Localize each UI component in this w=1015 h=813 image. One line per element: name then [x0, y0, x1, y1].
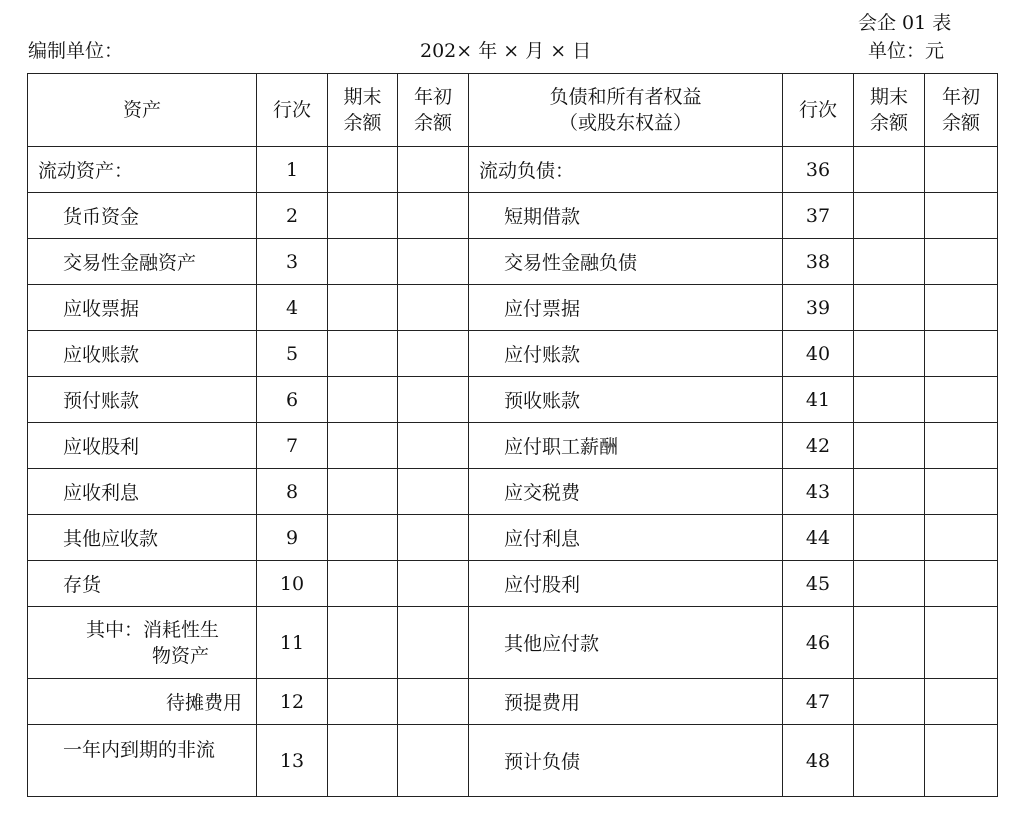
asset-sublabel-line2: 物资产 [152, 644, 210, 667]
liability-begin-balance-cell[interactable] [925, 377, 998, 423]
liability-row-no: 46 [783, 607, 854, 679]
col-header-liabilities-line2: （或股东权益） [558, 112, 692, 134]
liability-row-no: 41 [783, 377, 854, 423]
col-header-begin-balance-line2: 余额 [413, 112, 452, 134]
asset-end-balance-cell[interactable] [328, 147, 398, 193]
asset-end-balance-cell[interactable] [328, 285, 398, 331]
col-header-end-balance-line2: 余额 [343, 112, 382, 134]
asset-begin-balance-cell[interactable] [398, 331, 469, 377]
liability-begin-balance-cell[interactable] [925, 423, 998, 469]
asset-label: 存货 [28, 561, 257, 607]
header-row [28, 74, 998, 147]
col-header-begin-balance-2-line2: 余额 [941, 112, 980, 134]
balance-sheet-table [27, 73, 998, 797]
compiling-unit-label: 编制单位： [28, 40, 124, 62]
liability-begin-balance-cell[interactable] [925, 285, 998, 331]
table-row [28, 679, 998, 725]
asset-row-no: 4 [257, 285, 328, 331]
table-row [28, 423, 998, 469]
col-header-end-balance-2-line1: 期末 [869, 86, 908, 108]
asset-end-balance-cell[interactable] [328, 725, 398, 797]
col-header-end-balance-2-line2: 余额 [869, 112, 908, 134]
asset-begin-balance-cell[interactable] [398, 377, 469, 423]
col-header-liabilities [469, 74, 783, 147]
asset-end-balance-cell[interactable] [328, 607, 398, 679]
liability-end-balance-cell[interactable] [854, 377, 925, 423]
asset-row-no: 2 [257, 193, 328, 239]
col-header-end-balance-line1: 期末 [343, 86, 382, 108]
col-header-assets: 资产 [28, 74, 257, 147]
table-row [28, 193, 998, 239]
liability-end-balance-cell[interactable] [854, 239, 925, 285]
asset-row-no: 5 [257, 331, 328, 377]
asset-label: 应收票据 [28, 285, 257, 331]
asset-end-balance-cell[interactable] [328, 193, 398, 239]
liability-row-no: 44 [783, 515, 854, 561]
asset-label: 待摊费用 [28, 679, 257, 725]
col-header-liabilities-line1: 负债和所有者权益 [549, 86, 702, 108]
liability-label: 预提费用 [469, 679, 783, 725]
liability-row-no: 37 [783, 193, 854, 239]
liability-label: 预计负债 [469, 725, 783, 797]
asset-end-balance-cell[interactable] [328, 239, 398, 285]
liability-label: 交易性金融负债 [469, 239, 783, 285]
table-row [28, 285, 998, 331]
asset-row-no: 6 [257, 377, 328, 423]
liability-begin-balance-cell[interactable] [925, 469, 998, 515]
col-header-row-no: 行次 [257, 74, 328, 147]
asset-row-no: 13 [257, 725, 328, 797]
liability-label: 应付票据 [469, 285, 783, 331]
asset-begin-balance-cell[interactable] [398, 561, 469, 607]
liability-end-balance-cell[interactable] [854, 331, 925, 377]
liability-begin-balance-cell[interactable] [925, 515, 998, 561]
asset-end-balance-cell[interactable] [328, 331, 398, 377]
table-row [28, 377, 998, 423]
liability-label: 应交税费 [469, 469, 783, 515]
liability-begin-balance-cell[interactable] [925, 725, 998, 797]
liability-label: 预收账款 [469, 377, 783, 423]
asset-row-no: 3 [257, 239, 328, 285]
asset-begin-balance-cell[interactable] [398, 725, 469, 797]
table-row [28, 725, 998, 797]
liability-row-no: 39 [783, 285, 854, 331]
asset-row-no: 10 [257, 561, 328, 607]
asset-end-balance-cell[interactable] [328, 679, 398, 725]
liability-end-balance-cell[interactable] [854, 607, 925, 679]
liability-row-no: 48 [783, 725, 854, 797]
col-header-begin-balance-line1: 年初 [413, 86, 452, 108]
asset-row-no: 7 [257, 423, 328, 469]
asset-end-balance-cell[interactable] [328, 377, 398, 423]
liability-begin-balance-cell[interactable] [925, 239, 998, 285]
asset-label: 其他应收款 [28, 515, 257, 561]
liability-label: 应付利息 [469, 515, 783, 561]
form-code: 会企 01 表 [858, 12, 952, 34]
asset-row-no: 1 [257, 147, 328, 193]
liability-row-no: 42 [783, 423, 854, 469]
col-header-row-no-2: 行次 [783, 74, 854, 147]
asset-label: 流动资产： [28, 147, 257, 193]
col-header-begin-balance-2 [925, 74, 998, 147]
liability-label: 应付账款 [469, 331, 783, 377]
liability-label: 应付职工薪酬 [469, 423, 783, 469]
col-header-begin-balance-2-line1: 年初 [941, 86, 980, 108]
table-row [28, 331, 998, 377]
asset-label: 货币资金 [28, 193, 257, 239]
liability-row-no: 40 [783, 331, 854, 377]
liability-begin-balance-cell[interactable] [925, 147, 998, 193]
asset-begin-balance-cell[interactable] [398, 679, 469, 725]
liability-label: 应付股利 [469, 561, 783, 607]
asset-row-no: 12 [257, 679, 328, 725]
asset-begin-balance-cell[interactable] [398, 515, 469, 561]
asset-label: 一年内到期的非流 [28, 725, 257, 797]
liability-begin-balance-cell[interactable] [925, 331, 998, 377]
asset-label: 应收利息 [28, 469, 257, 515]
asset-begin-balance-cell[interactable] [398, 423, 469, 469]
col-header-begin-balance [398, 74, 469, 147]
liability-begin-balance-cell[interactable] [925, 193, 998, 239]
currency-unit: 单位：元 [868, 40, 945, 62]
liability-end-balance-cell[interactable] [854, 469, 925, 515]
report-date: 202× 年 × 月 × 日 [420, 40, 592, 62]
liability-label: 其他应付款 [469, 607, 783, 679]
liability-begin-balance-cell[interactable] [925, 607, 998, 679]
asset-begin-balance-cell[interactable] [398, 147, 469, 193]
liability-label: 流动负债： [469, 147, 783, 193]
liability-begin-balance-cell[interactable] [925, 561, 998, 607]
asset-label-multiline [28, 607, 257, 679]
asset-end-balance-cell[interactable] [328, 469, 398, 515]
asset-label: 预付账款 [28, 377, 257, 423]
asset-label: 应收股利 [28, 423, 257, 469]
liability-row-no: 36 [783, 147, 854, 193]
asset-sublabel [28, 617, 256, 669]
col-header-end-balance [328, 74, 398, 147]
asset-row-no: 8 [257, 469, 328, 515]
liability-begin-balance-cell[interactable] [925, 679, 998, 725]
liability-end-balance-cell[interactable] [854, 725, 925, 797]
table-row [28, 561, 998, 607]
asset-begin-balance-cell[interactable] [398, 193, 469, 239]
liability-row-no: 45 [783, 561, 854, 607]
asset-label: 交易性金融资产 [28, 239, 257, 285]
liability-row-no: 47 [783, 679, 854, 725]
table-row [28, 607, 998, 679]
liability-label: 短期借款 [469, 193, 783, 239]
liability-end-balance-cell[interactable] [854, 515, 925, 561]
liability-end-balance-cell[interactable] [854, 423, 925, 469]
asset-begin-balance-cell[interactable] [398, 469, 469, 515]
asset-begin-balance-cell[interactable] [398, 239, 469, 285]
asset-label: 应收账款 [28, 331, 257, 377]
asset-end-balance-cell[interactable] [328, 561, 398, 607]
asset-begin-balance-cell[interactable] [398, 285, 469, 331]
asset-row-no: 9 [257, 515, 328, 561]
liability-end-balance-cell[interactable] [854, 679, 925, 725]
asset-row-no: 11 [257, 607, 328, 679]
liability-end-balance-cell[interactable] [854, 285, 925, 331]
liability-end-balance-cell[interactable] [854, 147, 925, 193]
asset-end-balance-cell[interactable] [328, 515, 398, 561]
asset-begin-balance-cell[interactable] [398, 607, 469, 679]
col-header-end-balance-2 [854, 74, 925, 147]
table-row [28, 239, 998, 285]
liability-end-balance-cell[interactable] [854, 561, 925, 607]
table-row [28, 469, 998, 515]
asset-end-balance-cell[interactable] [328, 423, 398, 469]
table-row [28, 147, 998, 193]
liability-row-no: 38 [783, 239, 854, 285]
asset-sublabel-line1: 其中：消耗性生 [86, 618, 220, 641]
liability-row-no: 43 [783, 469, 854, 515]
liability-end-balance-cell[interactable] [854, 193, 925, 239]
table-row [28, 515, 998, 561]
